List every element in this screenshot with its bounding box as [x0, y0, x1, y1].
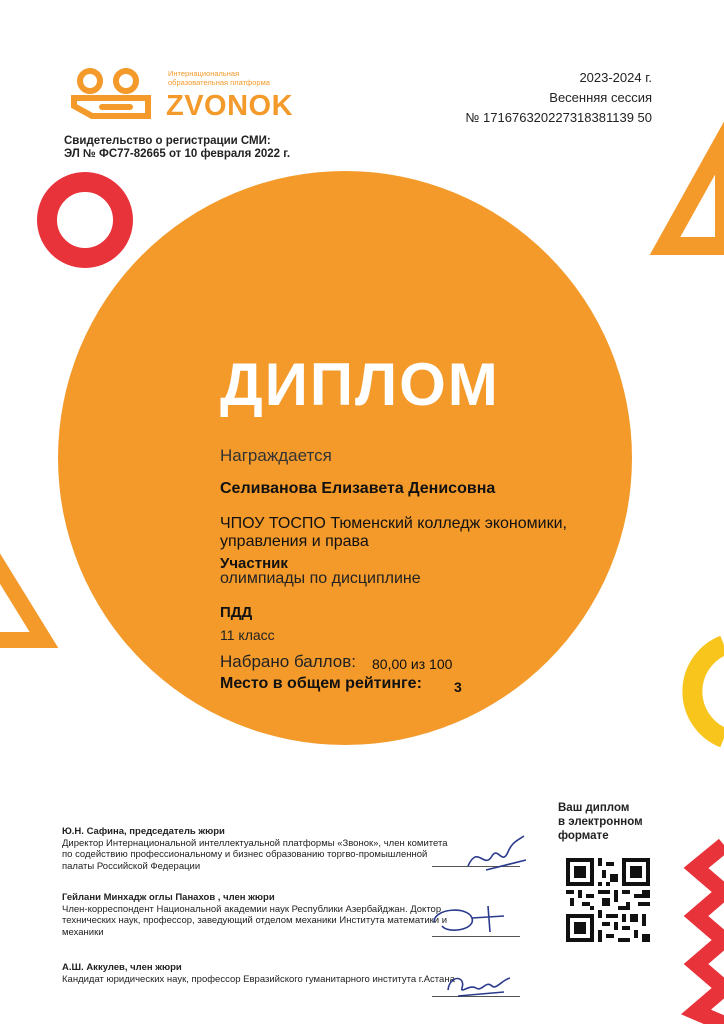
awarded-label: Награждается: [220, 446, 332, 465]
judge-3: [62, 962, 457, 985]
platform-caption-line1: Интернациональная: [168, 69, 240, 78]
registration-line1: Свидетельство о регистрации СМИ:: [64, 135, 271, 147]
session-info: [466, 68, 653, 128]
registration-info: [64, 135, 290, 161]
session-year: 2023-2024 г.: [579, 70, 652, 85]
signature-2-icon: [428, 900, 518, 940]
yellow-arc-shape: [692, 645, 724, 738]
score-label: Набрано баллов:: [220, 652, 356, 671]
platform-caption: [168, 69, 270, 87]
place-label: Место в общем рейтинге:: [220, 675, 422, 692]
judge-1: [62, 826, 457, 872]
score-value: 80,00 из 100: [372, 656, 453, 672]
recipient-name: Селиванова Елизавета Денисовна: [220, 480, 496, 497]
qr-caption: [558, 801, 643, 843]
qr-code-icon[interactable]: [566, 858, 650, 942]
session-name: Весенняя сессия: [549, 90, 652, 105]
qr-caption-line3: формате: [558, 830, 609, 842]
organization-name: ЧПОУ ТОСПО Тюменский колледж экономики, управления и права: [220, 515, 567, 550]
diploma-title: ДИПЛОМ: [220, 351, 500, 418]
judge-2-name: Гейлани Минхадж оглы Панахов , член жюри: [62, 892, 275, 903]
qr-caption-line2: в электронном: [558, 816, 643, 828]
red-zigzag-shape: [696, 845, 724, 1024]
orange-triangle-left-shape: [0, 520, 44, 640]
judge-3-name: А.Ш. Аккулев, член жюри: [62, 962, 182, 973]
platform-caption-line2: образовательная платформа: [168, 78, 270, 87]
red-ring-shape: [47, 182, 123, 258]
judge-2: [62, 892, 457, 938]
registration-line2: ЭЛ № ФС77-82665 от 10 февраля 2022 г.: [64, 148, 291, 160]
grade-label: 11 класс: [220, 627, 275, 643]
diploma-number: № 171676320227318381139 50: [465, 110, 652, 125]
judge-1-description: Директор Интернациональной интеллектуальной платформы «Звонок», член комитета по содействию профессиональному и бизнес образованию торгво-промышленной палаты Российской Федерации: [62, 837, 448, 872]
orange-triangle-top-shape: [665, 140, 724, 246]
judge-3-description: Кандидат юридических наук, профессор Евразийского гуманитарного института г.Астана: [62, 973, 455, 985]
qr-caption-line1: Ваш диплом: [558, 802, 630, 814]
judge-2-description: Член-корреспондент Национальной академии наук Республики Азербайджан. Доктор технических наук, профессор, заведующий отделом механики Института математики и механики: [62, 903, 448, 938]
signature-3-icon: [440, 966, 520, 1002]
place-value: 3: [454, 679, 462, 695]
olympiad-label: олимпиады по дисциплине: [220, 570, 421, 587]
brand-name: ZVONOK: [166, 90, 294, 122]
discipline-name: ПДД: [220, 604, 253, 621]
participant-role: Участник: [220, 555, 288, 572]
judge-1-name: Ю.Н. Сафина, председатель жюри: [62, 826, 225, 837]
signature-1-icon: [460, 830, 540, 880]
